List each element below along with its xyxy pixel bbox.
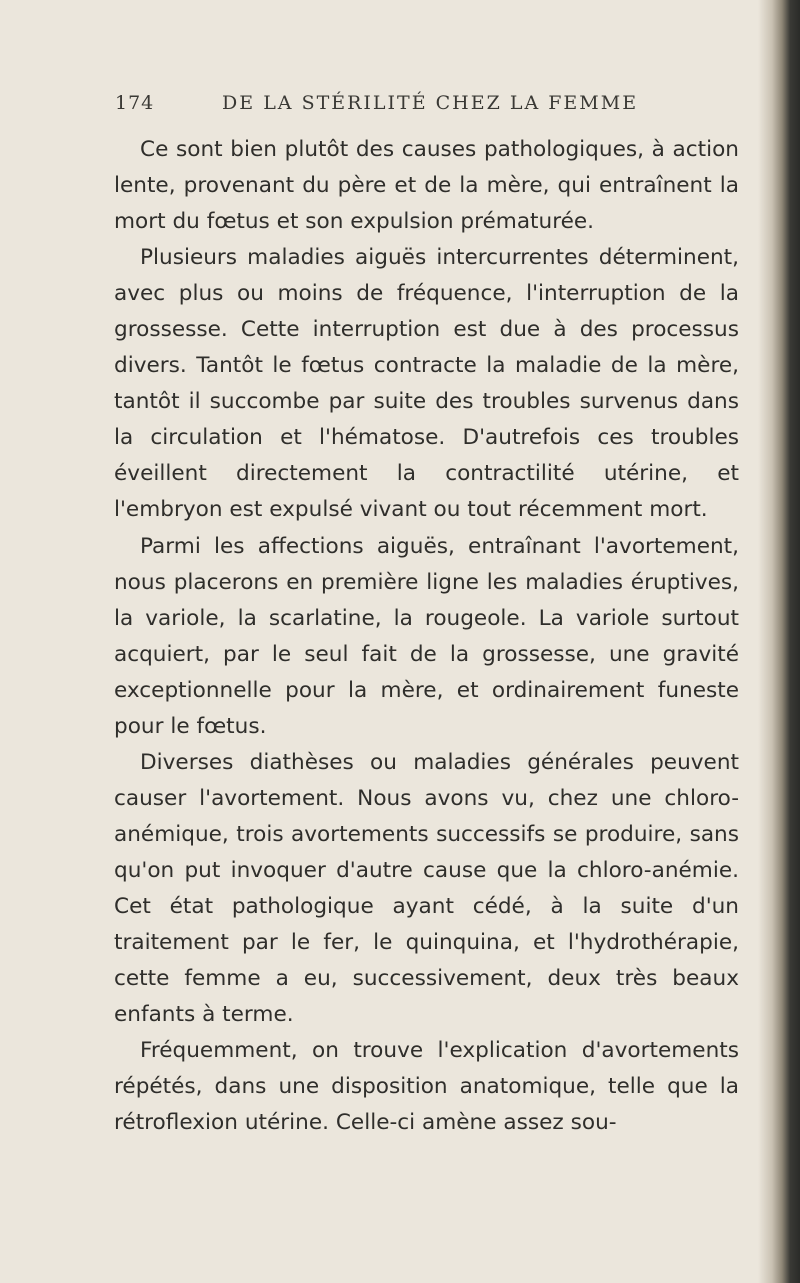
- paragraph: Parmi les affections aiguës, entraînant l'avortement, nous placerons en première ligne les maladies éruptives, la variole, la scarlatine, la rougeole. La variole surtout acquiert, par le seul fait de la grossesse, une gravité exceptionnelle pour la mère, et ordinairement funeste pour le fœtus.: [114, 533, 739, 739]
- paragraph: Ce sont bien plutôt des causes pathologiques, à action lente, provenant du père et de la mère, qui entraînent la mort du fœtus et son expulsion prématurée.: [114, 137, 739, 235]
- running-title: DE LA STÉRILITÉ CHEZ LA FEMME: [222, 92, 639, 114]
- paragraph: Plusieurs maladies aiguës intercurrentes déterminent, avec plus ou moins de fréquence, l'interruption de la grossesse. Cette interruption est due à des processus divers. Tantôt le fœtus contracte la maladie de la mère, tantôt il succombe par suite des troubles survenus dans la circulation et l'hématose. D'autrefois ces troubles éveillent directement la contractilité utérine, et l'embryon est expulsé vivant ou tout récemment mort.: [114, 245, 739, 523]
- paragraph: Diverses diathèses ou maladies générales peuvent causer l'avortement. Nous avons vu, chez une chloro-anémique, trois avortements successifs se produire, sans qu'on put invoquer d'autre cause que la chloro-anémie. Cet état pathologique ayant cédé, à la suite d'un traitement par le fer, le quinquina, et l'hydrothérapie, cette femme a eu, successivement, deux très beaux enfants à terme.: [114, 749, 739, 1028]
- page-number: 174: [115, 92, 155, 114]
- page-header: [115, 92, 735, 114]
- body-text: [114, 132, 739, 1141]
- paragraph: Fréquemment, on trouve l'explication d'avortements répétés, dans une disposition anatomique, telle que la rétroflexion utérine. Celle-ci amène assez sou-: [114, 1038, 739, 1136]
- page-edge-shadow: [758, 0, 800, 1283]
